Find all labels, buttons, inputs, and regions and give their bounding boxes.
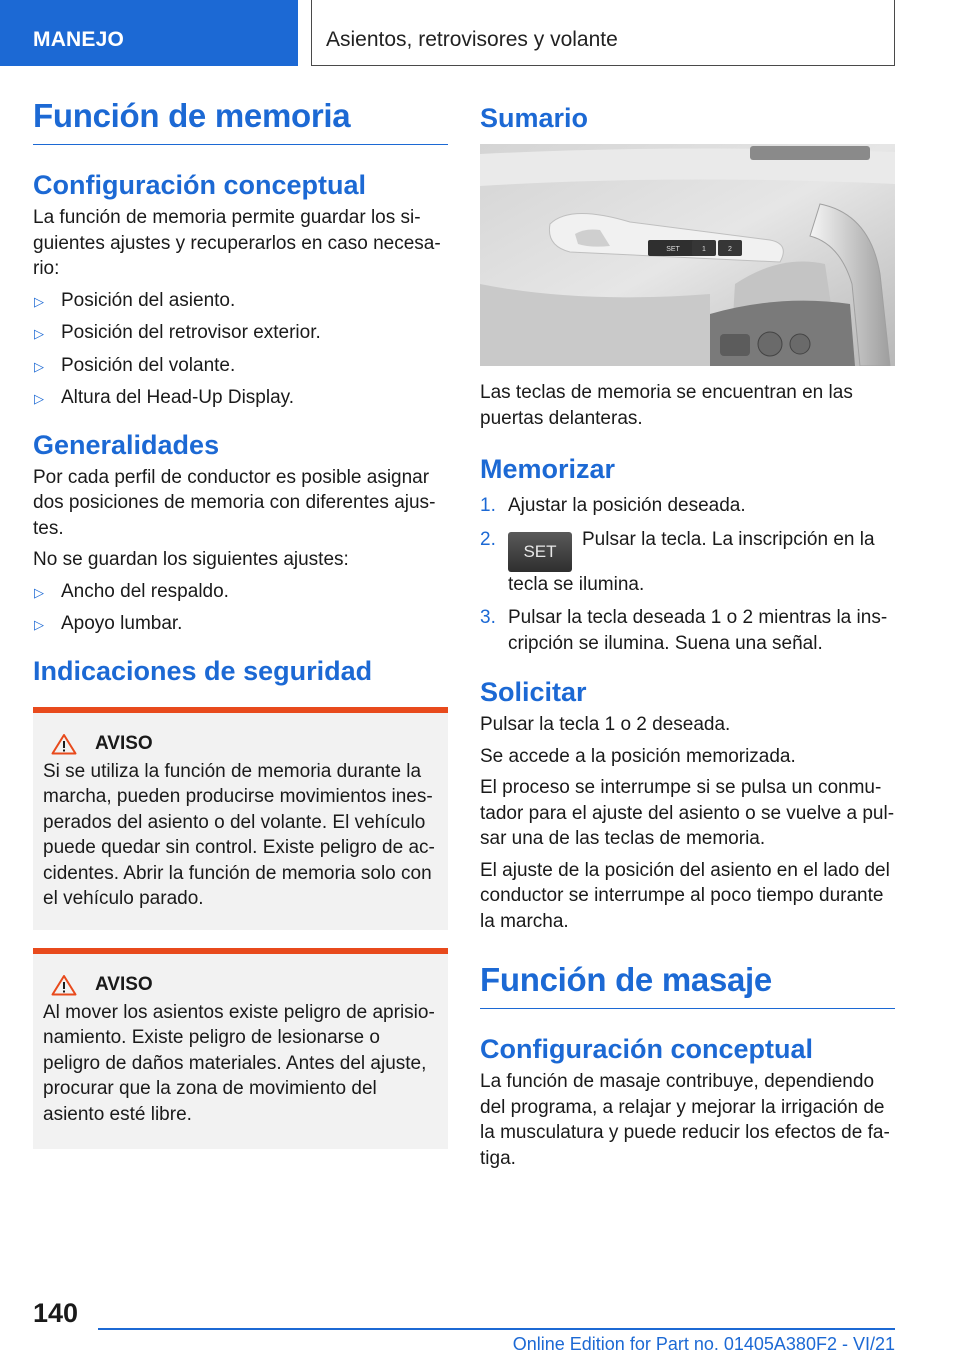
list-item: ▷ Posición del retrovisor exterior. — [33, 320, 448, 346]
triangle-bullet-icon: ▷ — [34, 617, 44, 632]
request-text: Pulsar la tecla 1 o 2 deseada. — [480, 714, 731, 735]
summary-heading: Sumario — [480, 103, 589, 133]
list-item: ▷ Posición del volante. — [33, 353, 448, 379]
massage-function-title: Función de masaje — [480, 960, 895, 1009]
triangle-bullet-icon: ▷ — [34, 326, 44, 341]
list-item: 1. Ajustar la posición deseada. — [480, 495, 746, 516]
chapter-label: Asientos, retrovisores y volante — [326, 28, 618, 51]
memorize-steps — [480, 493, 895, 656]
list-item: ▷ Altura del Head-Up Display. — [33, 385, 448, 411]
page-number: 140 — [33, 1298, 79, 1328]
list-item: ▷ Ancho del respaldo. — [33, 579, 448, 605]
general-text-2: No se guardan los siguientes ajustes: — [33, 549, 349, 570]
warning-box — [33, 948, 448, 1150]
safety-heading: Indicaciones de seguridad — [33, 655, 373, 686]
concept-list — [33, 288, 448, 411]
warning-title: AVISO — [95, 973, 153, 995]
warning-triangle-icon — [51, 974, 77, 996]
svg-text:SET: SET — [666, 246, 680, 253]
warning-text: Si se utiliza la función de memoria durante la marcha, pueden producirse movimientos inesperados del asiento o del volante. El vehículo puede quedar sin control. Existe peligro de accidentes. Abrir la función de memoria solo con el vehículo parado. — [43, 760, 435, 909]
footer-divider — [98, 1328, 895, 1330]
massage-concept-heading: Configuración conceptual — [480, 1034, 814, 1064]
general-heading: Generalidades — [33, 429, 220, 460]
triangle-bullet-icon: ▷ — [34, 358, 44, 374]
warning-triangle-icon — [51, 733, 77, 755]
request-text: El proceso se interrumpe si se pulsa un conmutador para el ajuste del asiento o se vuelve a pulsar una de las teclas de memoria. — [480, 777, 895, 849]
triangle-bullet-icon: ▷ — [34, 584, 44, 600]
set-button-icon: SET — [508, 532, 572, 572]
memorize-heading: Memorizar — [480, 454, 616, 484]
chapter-tab — [311, 0, 895, 66]
memory-function-title: Función de memoria — [33, 96, 448, 145]
list-item: 2. SETPulsar la tecla. La inscripción en la tecla se ilumina. — [480, 528, 875, 595]
triangle-bullet-icon: ▷ — [34, 391, 44, 406]
general-list — [33, 579, 448, 637]
concept-text: La función de memoria permite guardar los siguientes ajustes y recuperarlos en caso necesario: — [33, 207, 441, 279]
list-item: ▷ Posición del asiento. — [33, 288, 448, 314]
section-tab — [0, 0, 298, 66]
section-label: MANEJO — [33, 28, 125, 51]
general-text: Por cada perfil de conductor es posible asignar dos posiciones de memoria con diferentes ajustes. — [33, 466, 436, 539]
warning-text: Al mover los asientos existe peligro de aprisionamiento. Existe peligro de lesionarse o peligro de daños materiales. Antes del ajuste, procurar que la zona de movimiento del asiento esté libre. — [43, 1001, 435, 1125]
summary-text: Las teclas de memoria se encuentran en las puertas delanteras. — [480, 382, 853, 429]
warning-title: AVISO — [95, 732, 153, 754]
footer-edition: Online Edition for Part no. 01405A380F2 - VI/21 — [512, 1334, 895, 1354]
massage-text: La función de masaje contribuye, dependiendo del programa, a relajar y mejorar la irrigación de la musculatura y puede reducir los efectos de fatiga. — [480, 1071, 890, 1169]
request-heading: Solicitar — [480, 677, 587, 707]
list-item: ▷ Apoyo lumbar. — [33, 611, 448, 637]
svg-text:2: 2 — [728, 246, 732, 253]
door-memory-buttons-photo — [480, 144, 895, 366]
warning-box — [33, 707, 448, 930]
request-text: Se accede a la posición memorizada. — [480, 745, 796, 767]
concept-heading: Configuración conceptual — [33, 170, 367, 200]
list-item: 3. Pulsar la tecla deseada 1 o 2 mientras la inscripción se ilumina. Suena una señal. — [480, 607, 888, 654]
right-column — [480, 102, 895, 1177]
triangle-bullet-icon: ▷ — [34, 293, 44, 309]
svg-text:1: 1 — [702, 246, 706, 253]
memory-buttons — [648, 240, 742, 256]
left-column — [33, 96, 448, 1167]
request-text: El ajuste de la posición del asiento en el lado del conductor se interrumpe al poco tiempo durante la marcha. — [480, 859, 890, 932]
